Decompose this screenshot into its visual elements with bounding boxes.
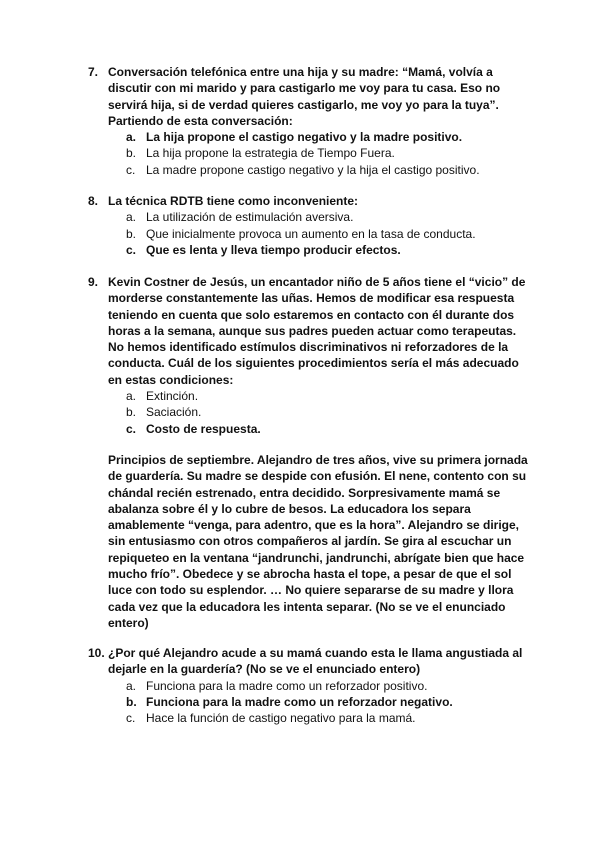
option-text: Que inicialmente provoca un aumento en la tasa de conducta. — [146, 226, 476, 241]
question-number: 8. — [88, 194, 99, 208]
option-text: Funciona para la madre como un reforzador negativo. — [146, 694, 453, 709]
option-letter: c. — [126, 242, 137, 257]
question-number: 9. — [88, 275, 99, 289]
question-9 — [88, 274, 528, 437]
passage-text: Principios de septiembre. Alejandro de tres años, vive su primera jornada de guardería. Su madre se despide con efusión. El nene, contento con su chándal recién estrenado, entra decidido. Sorpresivamente mamá se abalanza sobre él y lo cubre de besos. La educadora los separa amablemente “venga, para adentro, que es la hora”. Alejandro se dirige, sin entusiasmo con otros compañeros al jardín. Se gira al escuchar un repiqueteo en la ventana “jandrunchi, jandrunchi, abrígate bien que hace mucho frío”. Obedece y se abrocha hasta el tope, a pesar de que el sol luce con todo su esplendor. … No quiere separarse de su madre y llora cada vez que la educadora les intenta separar. (No se ve el enunciado entero) — [108, 453, 528, 630]
option-b — [108, 226, 528, 242]
option-letter: b. — [126, 146, 137, 161]
option-letter: c. — [126, 421, 137, 436]
question-text: La técnica RDTB tiene como inconveniente: — [108, 194, 359, 208]
option-letter: a. — [126, 389, 137, 404]
option-b — [108, 694, 528, 710]
option-letter: c. — [126, 711, 136, 726]
option-text: La utilización de estimulación aversiva. — [146, 210, 354, 225]
option-text: La hija propone la estrategia de Tiempo Fuera. — [146, 146, 395, 161]
question-text: ¿Por qué Alejandro acude a su mamá cuando esta le llama angustiada al dejarle en la guardería? (No se ve el enunciado entero) — [108, 646, 523, 677]
option-text: Extinción. — [146, 389, 199, 404]
option-text: La madre propone castigo negativo y la hija el castigo positivo. — [146, 162, 480, 177]
option-letter: b. — [126, 405, 137, 420]
option-text: La hija propone el castigo negativo y la madre positivo. — [146, 130, 463, 145]
option-text: Que es lenta y lleva tiempo producir efectos. — [146, 242, 401, 257]
option-c — [108, 242, 528, 258]
option-letter: a. — [126, 130, 137, 145]
option-b — [108, 404, 528, 420]
option-text: Costo de respuesta. — [146, 421, 261, 436]
options-list — [108, 209, 528, 258]
options-list — [108, 678, 528, 727]
question-text: Kevin Costner de Jesús, un encantador niño de 5 años tiene el “vicio” de morderse constantemente las uñas. Hemos de modificar esa respuesta teniendo en cuenta que solo estaremos en contacto con él durante dos horas a la semana, aunque sus padres pueden actuar como terapeutas. No hemos identificado estímulos discriminativos ni reforzadores de la conducta. Cuál de los siguientes procedimientos sería el más adecuado en estas condiciones: — [108, 275, 526, 387]
option-c — [108, 162, 528, 178]
question-number: 7. — [88, 65, 99, 79]
option-b — [108, 145, 528, 161]
option-letter: c. — [126, 162, 136, 177]
option-c — [108, 710, 528, 726]
question-10 — [88, 645, 528, 726]
question-8 — [88, 193, 528, 258]
option-c — [108, 421, 528, 437]
options-list — [108, 129, 528, 178]
option-text: Funciona para la madre como un reforzador positivo. — [146, 678, 428, 693]
option-a — [108, 388, 528, 404]
option-a — [108, 678, 528, 694]
reading-passage — [88, 452, 528, 631]
option-text: Saciación. — [146, 405, 202, 420]
option-letter: a. — [126, 678, 137, 693]
option-letter: b. — [126, 226, 137, 241]
option-a — [108, 209, 528, 225]
question-7 — [88, 64, 528, 178]
option-letter: b. — [126, 694, 137, 709]
option-text: Hace la función de castigo negativo para la mamá. — [146, 711, 416, 726]
option-letter: a. — [126, 210, 137, 225]
options-list — [108, 388, 528, 437]
question-number: 10. — [88, 646, 105, 660]
question-text: Conversación telefónica entre una hija y su madre: “Mamá, volvía a discutir con mi marido y para castigarlo me voy para tu casa. Eso no servirá hija, si de verdad quieres castigarlo, me voy yo para la tuya”. Partiendo de esta conversación: — [108, 65, 501, 128]
option-a — [108, 129, 528, 145]
